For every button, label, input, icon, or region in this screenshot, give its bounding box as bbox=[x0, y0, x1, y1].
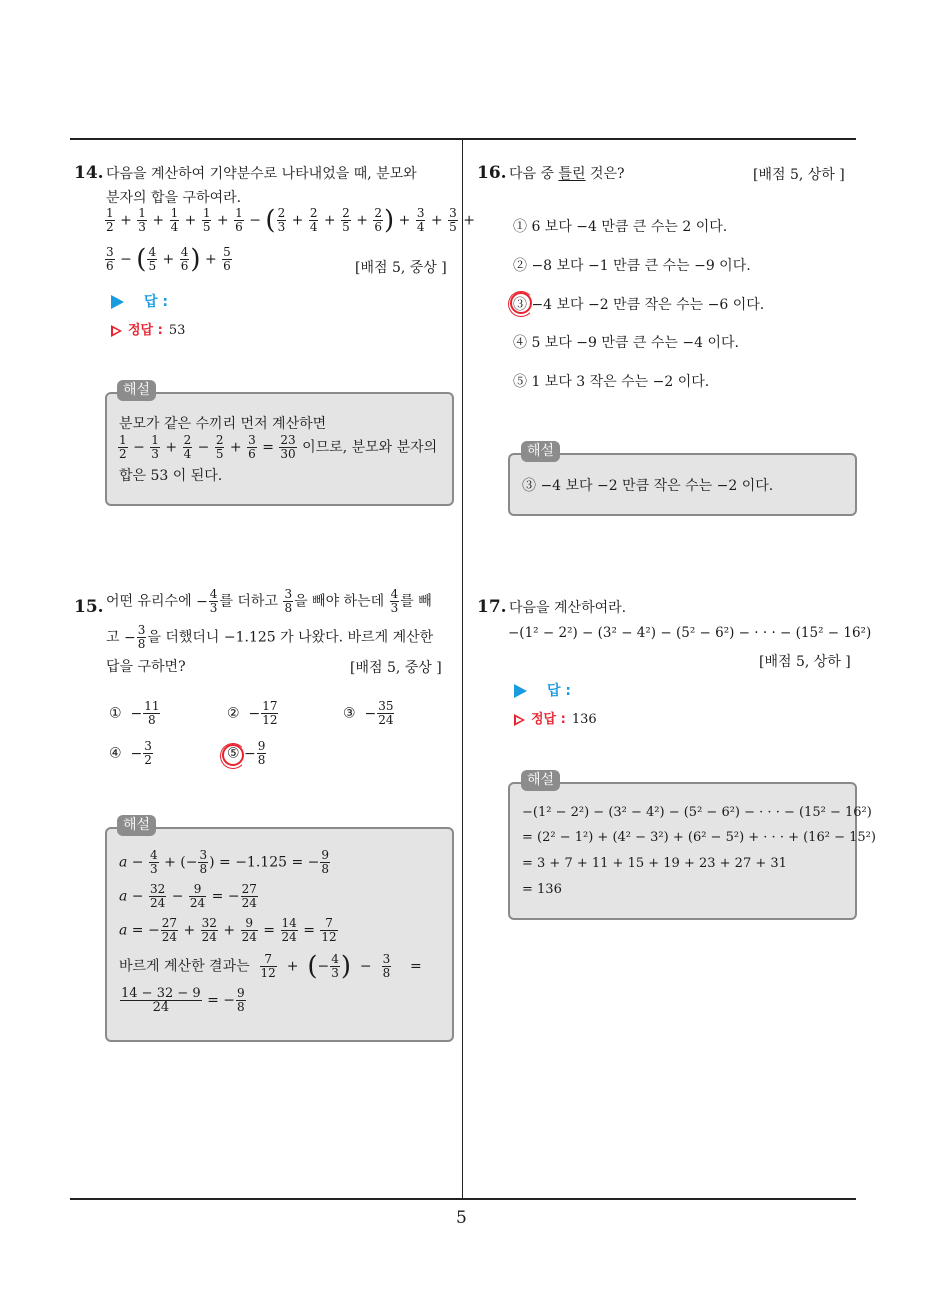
question-text: 답을 구하면? bbox=[106, 659, 186, 675]
option-3[interactable]: ③ − $\frac{35}{24}$ bbox=[343, 699, 394, 727]
correct-answer-row bbox=[111, 319, 185, 338]
question-text: 고 − $\frac{3}{8}$ 을 더했더니 −1.125 가 나왔다. 바르게 계산한 bbox=[106, 623, 434, 651]
top-rule bbox=[70, 138, 856, 140]
solution-tag: 해설 bbox=[521, 441, 560, 462]
question-text: 분자의 합을 구하여라. bbox=[106, 190, 242, 206]
solution-tag: 해설 bbox=[117, 815, 156, 836]
solution-line: −(1² − 2²) − (3² − 4²) − (5² − 6²) − · · · − (15² − 16²) bbox=[522, 805, 872, 820]
correct-answer-row bbox=[514, 708, 597, 727]
solution-line: a − $\frac{32}{24}$ − $\frac{9}{24}$ = − $\frac{27}{24}$ bbox=[119, 882, 257, 910]
option-2[interactable]: ② − $\frac{17}{12}$ bbox=[227, 699, 278, 727]
option-3[interactable]: ③ −4 보다 −2 만큼 작은 수는 −6 이다. bbox=[513, 297, 765, 313]
answer-arrow-icon bbox=[111, 295, 124, 309]
solution-line: $\frac{14 - 32 - 9}{24}$ = − $\frac{9}{8}$ bbox=[121, 986, 245, 1015]
question-text: 다음을 계산하여 기약분수로 나타내었을 때, 분모와 bbox=[106, 166, 417, 182]
solution-text: 분모가 같은 수끼리 먼저 계산하면 bbox=[119, 416, 327, 432]
answer-arrow-icon bbox=[514, 684, 527, 698]
score-meta: [배점 5, 상하 ] bbox=[759, 654, 851, 670]
correct-label: 정답 : bbox=[128, 323, 163, 338]
page-number: 5 bbox=[456, 1208, 467, 1228]
correct-label: 정답 : bbox=[531, 712, 566, 727]
solution-box bbox=[105, 827, 454, 1042]
score-meta: [배점 5, 중상 ] bbox=[350, 660, 442, 676]
text-segment: 고 bbox=[106, 629, 120, 646]
solution-text: 이므로, 분모와 분자의 bbox=[302, 439, 438, 456]
question-text: 다음 중 틀린 것은? bbox=[509, 166, 625, 182]
selected-answer-circle-icon bbox=[222, 744, 244, 766]
question-number: 14. bbox=[74, 163, 104, 183]
answer-row[interactable] bbox=[111, 291, 168, 311]
correct-arrow-icon bbox=[111, 325, 122, 337]
text-segment: 를 더하고 bbox=[219, 593, 278, 610]
selected-answer-circle-icon bbox=[510, 292, 532, 314]
option-1[interactable]: ① − $\frac{11}{8}$ bbox=[109, 699, 160, 727]
solution-text: ③ −4 보다 −2 만큼 작은 수는 −2 이다. bbox=[522, 478, 774, 494]
question-expression: −(1² − 2²) − (3² − 4²) − (5² − 6²) − · · · − (15² − 16²) bbox=[508, 625, 872, 641]
score-meta: [배점 5, 상하 ] bbox=[753, 167, 845, 183]
solution-line: a − $\frac{4}{3}$ + (− $\frac{3}{8}$ ) = −1.125 = − $\frac{9}{8}$ bbox=[119, 848, 330, 876]
answer-label: 답 : bbox=[144, 294, 168, 310]
bottom-rule bbox=[70, 1198, 856, 1200]
solution-box bbox=[508, 782, 876, 920]
solution-line: = 136 bbox=[522, 882, 562, 897]
score-meta: [배점 5, 중상 ] bbox=[355, 260, 447, 276]
solution-line: = 3 + 7 + 11 + 15 + 19 + 23 + 27 + 31 bbox=[522, 856, 787, 871]
solution-tag: 해설 bbox=[521, 770, 560, 791]
correct-arrow-icon bbox=[514, 714, 525, 726]
option-5[interactable]: ⑤ 1 보다 3 작은 수는 −2 이다. bbox=[513, 374, 710, 390]
solution-text: 합은 53 이 된다. bbox=[119, 468, 223, 484]
solution-line: = (2² − 1²) + (4² − 3²) + (6² − 5²) + · · · + (16² − 15²) bbox=[522, 830, 876, 845]
question-number: 17. bbox=[477, 597, 507, 617]
answer-label: 답 : bbox=[547, 683, 571, 699]
text-segment: 을 빼야 하는데 bbox=[294, 593, 385, 610]
solution-box bbox=[508, 453, 857, 516]
column-divider bbox=[462, 139, 463, 1199]
solution-expression: $\frac{1}{2}$ − $\frac{1}{3}$ + $\frac{2}{4}$ − $\frac{2}{5}$ + $\frac{3}{6}$ = $\frac{23}{30}$ 이므로, 분모와 분자의 bbox=[119, 433, 438, 461]
option-5[interactable]: ⑤ − $\frac{9}{8}$ bbox=[227, 739, 266, 767]
expression-line-1: $\frac{1}{2}$ + $\frac{1}{3}$ + $\frac{1}{4}$ + $\frac{1}{5}$ + $\frac{1}{6}$ − ( $\frac{2}{3}$ + $\frac{2}{4}$ + $\frac{2}{5}$ + $\frac{2}{6}$ ) + $\frac{3}{4}$ + $\frac{3}{5}$ + bbox=[106, 205, 475, 236]
question-text: 어떤 유리수에 − $\frac{4}{3}$ 를 더하고 $\frac{3}{8}$ 을 빼야 하는데 $\frac{4}{3}$ 를 빼 bbox=[106, 587, 432, 615]
expression-line-2: $\frac{3}{6}$ − ( $\frac{4}{5}$ + $\frac{4}{6}$ ) + $\frac{5}{6}$ bbox=[106, 244, 231, 275]
option-1[interactable]: ① 6 보다 −4 만큼 큰 수는 2 이다. bbox=[513, 219, 728, 235]
question-text: 다음을 계산하여라. bbox=[509, 600, 627, 616]
solution-line: a = − $\frac{27}{24}$ + $\frac{32}{24}$ + $\frac{9}{24}$ = $\frac{14}{24}$ = $\frac{7}{12}$ bbox=[119, 916, 337, 944]
text-segment: 어떤 유리수에 bbox=[106, 593, 192, 610]
solution-tag: 해설 bbox=[117, 380, 156, 401]
correct-value: 136 bbox=[571, 712, 597, 727]
option-2[interactable]: ② −8 보다 −1 만큼 큰 수는 −9 이다. bbox=[513, 258, 751, 274]
text-segment: 를 빼 bbox=[400, 593, 432, 610]
solution-line: 바르게 계산한 결과는 $\frac{7}{12}$ + (− $\frac{4}{3}$ ) − $\frac{3}{8}$ = bbox=[119, 951, 422, 982]
question-number: 15. bbox=[74, 597, 104, 617]
correct-value: 53 bbox=[168, 323, 186, 338]
text-segment: 을 더했더니 −1.125 가 나왔다. 바르게 계산한 bbox=[147, 629, 434, 646]
solution-box bbox=[105, 392, 454, 506]
option-4[interactable]: ④ − $\frac{3}{2}$ bbox=[109, 739, 152, 767]
option-4[interactable]: ④ 5 보다 −9 만큼 큰 수는 −4 이다. bbox=[513, 335, 739, 351]
answer-row[interactable] bbox=[514, 680, 571, 700]
question-number: 16. bbox=[477, 163, 507, 183]
